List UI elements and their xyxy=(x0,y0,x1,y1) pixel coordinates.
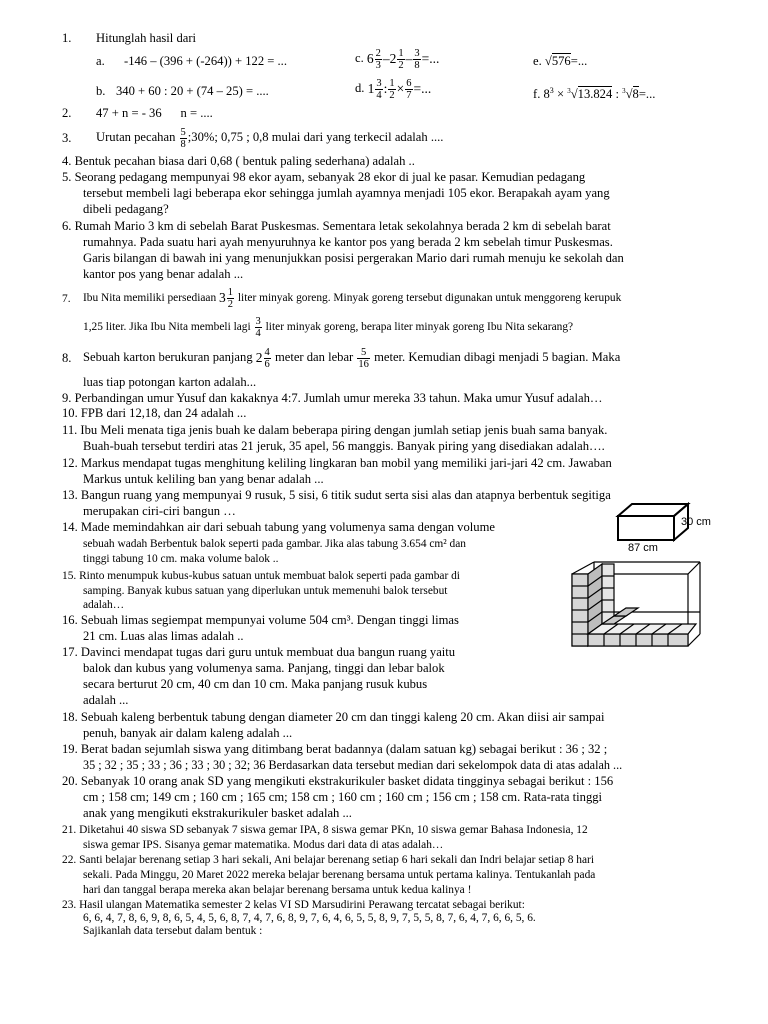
q20-line-3: anak yang mengikuti ekstrakurikuler basket adalah ... xyxy=(83,806,352,820)
q20-line-2: cm ; 158 cm; 149 cm ; 160 cm ; 165 cm; 158 cm ; 160 cm ; 160 cm ; 156 cm ; 158 cm. Rata-rata tinggi xyxy=(83,790,603,804)
q1c-expression: c. 6 $\frac{2}{3}$ –2 $\frac{1}{2}$ – $\frac{3}{8}$ =... xyxy=(355,47,440,71)
q22-line-1: 22. Santi belajar berenang setiap 3 hari sekali, Ani belajar berenang setiap 6 hari sekali dan Indri belajar setiap 8 hari xyxy=(62,854,594,866)
q6-line-2: rumahnya. Pada suatu hari ayah menyuruhnya ke kantor pos yang berada 2 km sebelah timur Puskesmas. xyxy=(83,235,613,249)
q18-line-2: penuh, banyak air dalam kaleng adalah ... xyxy=(83,726,293,740)
q17-line-3: secara berturut 20 cm, 40 cm dan 10 cm. Maka panjang rusuk kubus xyxy=(83,677,428,691)
q7-line-2: 1,25 liter. Jika Ibu Nita membeli lagi $\frac{3}{4}$ liter minyak goreng, berapa liter minyak goreng Ibu Nita sekarang? xyxy=(83,315,574,339)
q7-number: 7. xyxy=(62,293,71,305)
q8-line-2: luas tiap potongan karton adalah... xyxy=(83,375,257,389)
q5-line-2: tersebut membeli lagi beberapa ekor sehingga jumlah ayamnya menjadi 105 ekor. Berapakah ayam yang xyxy=(83,186,610,200)
q11-line-2: Buah-buah tersebut terdiri atas 21 jeruk, 35 apel, 56 manggis. Banyak piring yang disediakan adalah…. xyxy=(83,439,605,453)
q1c-whole: 6 xyxy=(366,51,374,67)
q6-line-3: Garis bilangan di bawah ini yang menunjukkan posisi pergerakan Mario dari rumah menuju ke sekolah dan xyxy=(83,251,624,265)
q17-line-4: adalah ... xyxy=(83,693,129,707)
q18-line-1: 18. Sebuah kaleng berbentuk tabung dengan diameter 20 cm dan tinggi kaleng 20 cm. Akan diisi air sampai xyxy=(62,710,605,724)
unit-cube-box-figure xyxy=(556,560,706,664)
q15-line-2: samping. Banyak kubus satuan yang diperlukan untuk memenuhi balok tersebut xyxy=(83,585,448,597)
q21-line-2: siswa gemar IPS. Sisanya gemar matematika. Modus dari data di atas adalah… xyxy=(83,839,444,851)
q1f-expression: f. $8^3 \times ^3√13.824$ : $^3$√8=... xyxy=(533,86,656,102)
q1f-label: f. xyxy=(533,87,541,102)
q4-text: 4. Bentuk pecahan biasa dari 0,68 ( bentuk paling sederhana) adalah .. xyxy=(62,154,415,168)
q13-line-2: merupakan ciri-ciri bangun … xyxy=(83,504,236,518)
q1c-label: c. xyxy=(355,51,364,65)
q9-text: 9. Perbandingan umur Yusuf dan kakaknya 4:7. Jumlah umur mereka 33 tahun. Maka umur Yusuf adalah… xyxy=(62,391,603,405)
q2-text: 47 + n = - 36 n = .... xyxy=(96,106,213,120)
q5-line-1: 5. Seorang pedagang mempunyai 98 ekor ayam, sebanyak 28 ekor di jual ke pasar. Kemudian pedagang xyxy=(62,170,586,184)
q15-line-3: adalah… xyxy=(83,599,125,611)
q1e-expression: e. √576=... xyxy=(533,54,588,68)
q21-line-1: 21. Diketahui 40 siswa SD sebanyak 7 siswa gemar IPA, 8 siswa gemar PKn, 10 siswa gemar Bahasa Indonesia, 12 xyxy=(62,824,588,836)
q11-line-1: 11. Ibu Meli menata tiga jenis buah ke dalam beberapa piring dengan jumlah setiap jenis buah sama banyak. xyxy=(62,423,608,437)
q17-line-2: balok dan kubus yang volumenya sama. Panjang, tinggi dan lebar balok xyxy=(83,661,445,675)
q23-line-1: 23. Hasil ulangan Matematika semester 2 kelas VI SD Marsudirini Perawang tercatat sebagai berikut: xyxy=(62,899,525,911)
cuboid-length-label: 87 cm xyxy=(628,542,658,554)
q10-text: 10. FPB dari 12,18, dan 24 adalah ... xyxy=(62,406,247,420)
q1-number: 1. xyxy=(62,31,72,45)
q19-line-2: 35 ; 32 ; 35 ; 33 ; 36 ; 33 ; 30 ; 32; 36 Berdasarkan data tersebut median dari sekelompok data di atas adalah ... xyxy=(83,758,623,772)
q13-line-1: 13. Bangun ruang yang mempunyai 9 rusuk, 5 sisi, 6 titik sudut serta sisi alas dan atapnya berbentuk segitiga xyxy=(62,488,611,502)
q19-line-1: 19. Berat badan sejumlah siswa yang ditimbang berat badannya (dalam satuan kg) sebagai berikut : 36 ; 32 ; xyxy=(62,742,608,756)
q17-line-1: 17. Davinci mendapat tugas dari guru untuk membuat dua bangun ruang yaitu xyxy=(62,645,456,659)
cuboid-figure xyxy=(610,500,730,556)
q1e-label: e. xyxy=(533,54,542,68)
q12-line-1: 12. Markus mendapat tugas menghitung keliling lingkaran ban mobil yang memiliki jari-jari 42 cm. Jawaban xyxy=(62,456,612,470)
q1a-label: a. xyxy=(96,54,105,68)
cuboid-height-label: 30 cm xyxy=(681,516,711,528)
q22-line-2: sekali. Pada Minggu, 20 Maret 2022 mereka belajar berenang bersama untuk pertama kalinya. Tentukanlah pada xyxy=(83,869,596,881)
q3-number: 3. xyxy=(62,131,72,145)
q12-line-2: Markus untuk keliling ban yang benar adalah ... xyxy=(83,472,324,486)
q1d-label: d. xyxy=(355,81,365,95)
q1b-label: b. xyxy=(96,84,106,98)
q23-line-3: Sajikanlah data tersebut dalam bentuk : xyxy=(83,925,263,937)
q6-line-1: 6. Rumah Mario 3 km di sebelah Barat Puskesmas. Sementara letak sekolahnya berada 2 km di sebelah barat xyxy=(62,219,611,233)
q1a-expression: -146 – (396 + (-264)) + 122 = ... xyxy=(124,54,287,68)
q16-line-1: 16. Sebuah limas segiempat mempunyai volume 504 cm³. Dengan tinggi limas xyxy=(62,613,459,627)
q16-line-2: 21 cm. Luas alas limas adalah .. xyxy=(83,629,244,643)
q20-line-1: 20. Sebanyak 10 orang anak SD yang mengikuti ekstrakurikuler basket didata tingginya sebagai berikut : 156 xyxy=(62,774,614,788)
q22-line-3: hari dan tanggal berapa mereka akan belajar berenang bersama untuk kedua kalinya ! xyxy=(83,884,472,896)
q1d-expression: d. 1 $\frac{3}{4}$ : $\frac{1}{2}$ × $\frac{6}{7}$ =... xyxy=(355,77,432,101)
q15-line-1: 15. Rinto menumpuk kubus-kubus satuan untuk membuat balok seperti pada gambar di xyxy=(62,570,460,582)
q2-number: 2. xyxy=(62,106,72,120)
q8-number: 8. xyxy=(62,351,72,365)
q8-line-1: Sebuah karton berukuran panjang 2 $\frac{4}{6}$ meter dan lebar $\frac{5}{16}$ meter. Kemudian dibagi menjadi 5 bagian. Maka xyxy=(83,346,621,370)
q14-line-1: 14. Made memindahkan air dari sebuah tabung yang volumenya sama dengan volume xyxy=(62,520,495,534)
q1b-expression: 340 + 60 : 20 + (74 – 25) = .... xyxy=(116,84,269,98)
q14-line-3: tinggi tabung 10 cm. maka volume balok .. xyxy=(83,553,279,565)
q14-line-2: sebuah wadah Berbentuk balok seperti pada gambar. Jika alas tabung 3.654 cm² dan xyxy=(83,538,466,550)
q7-line-1: Ibu Nita memiliki persediaan 3 $\frac{1}{2}$ liter minyak goreng. Minyak goreng tersebut digunakan untuk menggoreng kerupuk xyxy=(83,286,622,310)
q1-title: Hitunglah hasil dari xyxy=(96,31,197,45)
q5-line-3: dibeli pedagang? xyxy=(83,202,169,216)
q23-data-line: 6, 6, 4, 7, 8, 6, 9, 8, 6, 5, 4, 5, 6, 8, 7, 4, 7, 6, 8, 9, 7, 6, 4, 6, 5, 5, 8, 9, 7, 5, 5, 8, 7, 6, 4, 7, 6, 6, 5, 6. xyxy=(83,912,536,924)
q3-text: Urutan pecahan $\frac{5}{8}$ ;30%; 0,75 ; 0,8 mulai dari yang terkecil adalah .... xyxy=(96,126,444,150)
q6-line-4: kantor pos yang benar adalah ... xyxy=(83,267,244,281)
